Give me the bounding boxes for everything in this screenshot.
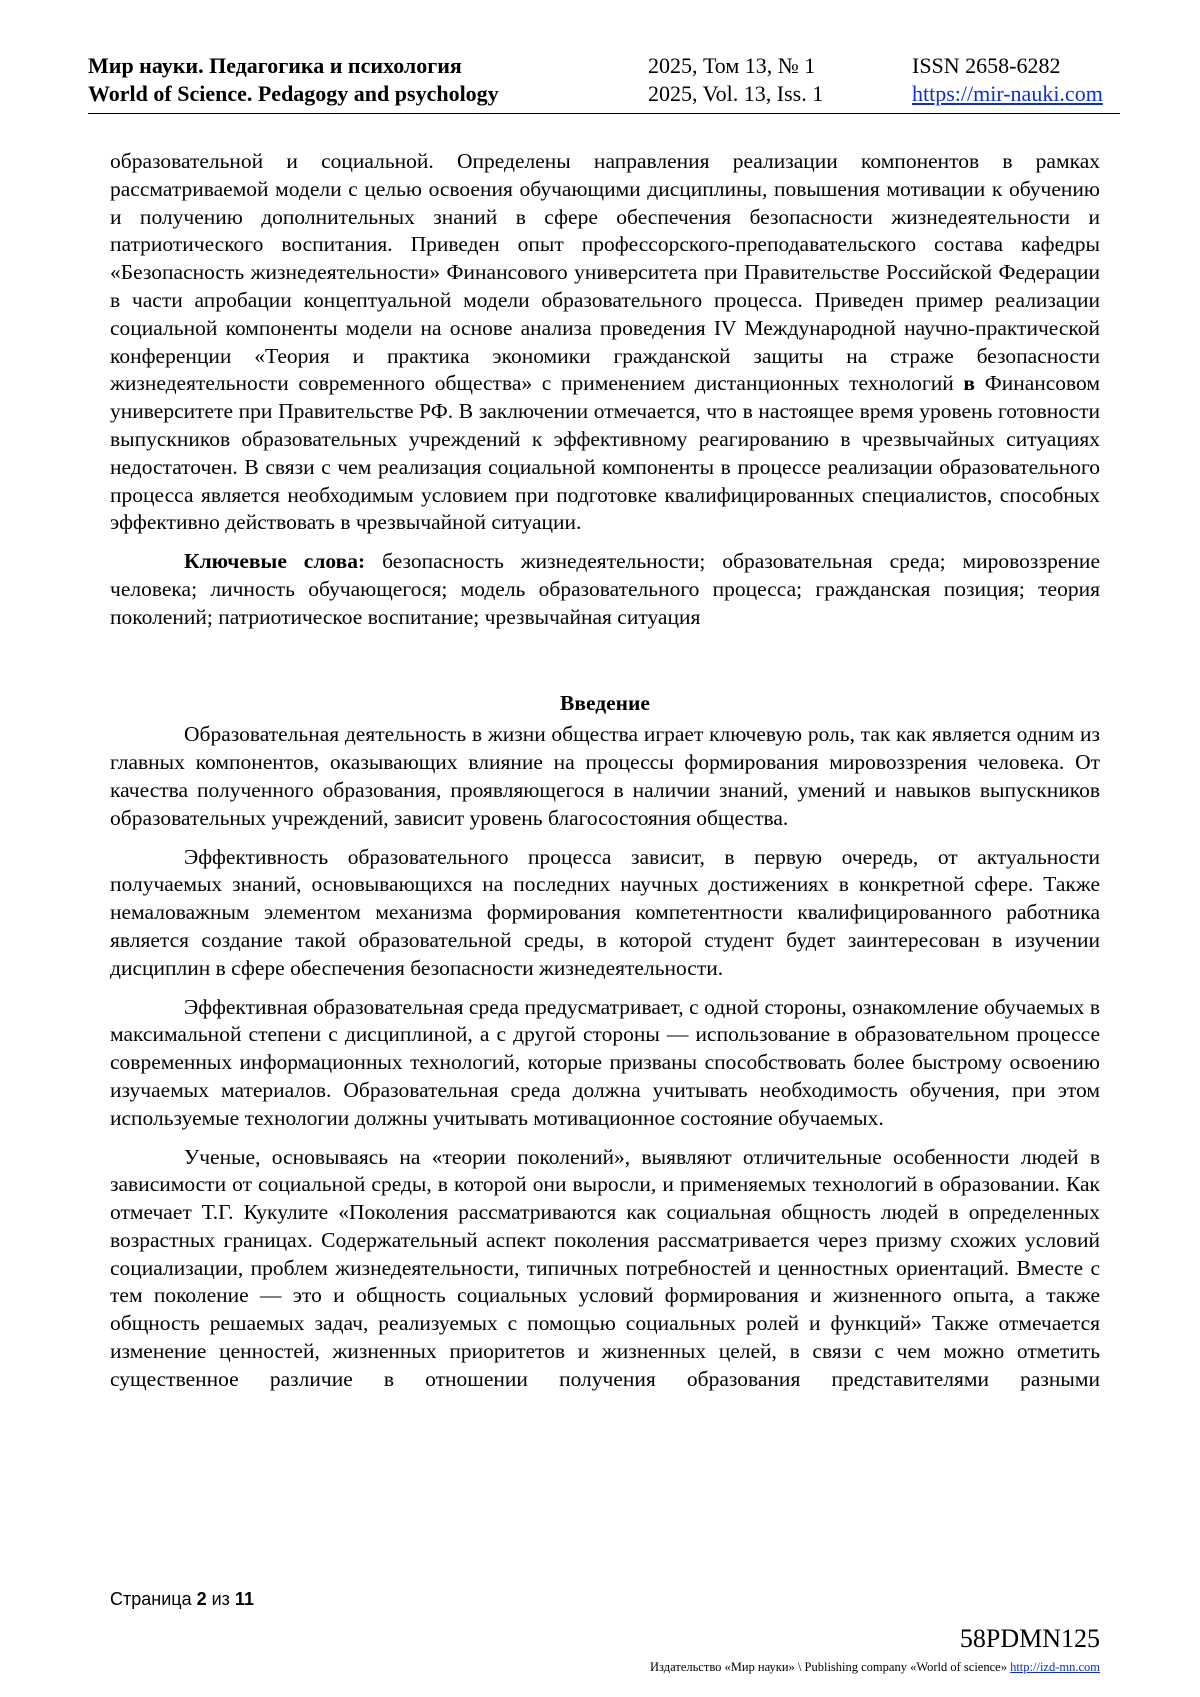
abstract-text-part2: Финансовом университете при Правительстве РФ. В заключении отмечается, что в настоящее время уровень готовности выпускников образовательных учреждений к эффективному реагированию в чрезвычайных ситуациях недостаточен. В связи с чем реализация социальной компоненты в процессе реализации образовательного процесса является необходимым условием при подготовке квалифицированных специалистов, способных эффективно действовать в чрезвычайной ситуации.	[110, 371, 1100, 535]
issn-block	[912, 52, 1103, 108]
page-number	[110, 1589, 254, 1610]
abstract-paragraph	[110, 148, 1100, 537]
introduction-heading: Введение	[560, 690, 650, 715]
journal-url-link[interactable]: https://mir-nauki.com	[912, 81, 1103, 106]
journal-title-ru: Мир науки. Педагогика и психология	[88, 53, 462, 78]
intro-paragraph-2: Эффективность образовательного процесса зависит, в первую очередь, от актуальности получаемых знаний, основывающихся на последних научных достижениях в конкретной сфере. Также немаловажным элементом механизма формирования компетентности квалифицированного работника является создание такой образовательной среды, в которой студент будет заинтересован в изучении дисциплин в сфере обеспечения безопасности жизнедеятельности.	[110, 844, 1100, 980]
publisher-link[interactable]: http://izd-mn.com	[1010, 1660, 1100, 1674]
intro-paragraph-4: Ученые, основываясь на «теории поколений», выявляют отличительные особенности людей в зависимости от социальной среды, в которой они выросли, и применяемых технологий в образовании. Как отмечает Т.Г. Кукулите «Поколения рассматриваются как социальная общность людей в определенных возрастных границах. Содержательный аспект поколения рассматривается через призму схожих условий социализации, проблем жизнедеятельности, типичных потребностей и ценностных ориентаций. Вместе с тем поколение — это и общность социальных условий формирования и жизненного опыта, а также общность решаемых задач, реализуемых с помощью социальных ролей и функций» Также отмечается изменение ценностей, жизненных приоритетов и жизненных целей, в связи с чем можно отметить существенное различие в отношении получения образования представителями разными	[110, 1144, 1100, 1391]
intro-paragraph-3: Эффективная образовательная среда предусматривает, с одной стороны, ознакомление обучаемых в максимальной степени с дисциплиной, а с другой стороны — использование в образовательном процессе современных информационных технологий, которые призваны способствовать более быстрому освоению изучаемых материалов. Образовательная среда должна учитывать необходимость обучения, при этом используемые технологии должны учитывать мотивационное состояние обучаемых.	[110, 994, 1100, 1130]
journal-title-block	[88, 52, 499, 108]
article-code: 58PDMN125	[959, 1624, 1100, 1653]
publisher-text: Издательство «Мир науки» \ Publishing company «World of science»	[650, 1660, 1011, 1674]
page-middle: из	[206, 1589, 235, 1609]
keywords-paragraph	[110, 548, 1100, 631]
abstract-bold-word: в	[963, 371, 976, 396]
issn: ISSN 2658-6282	[912, 53, 1061, 78]
intro-paragraph-1: Образовательная деятельность в жизни общества играет ключевую роль, так как является одним из главных компонентов, оказывающих влияние на процессы формирования мировоззрения человека. От качества полученного образования, проявляющегося в наличии знаний, умений и навыков выпускников образовательных учреждений, зависит уровень благосостояния общества.	[110, 722, 1100, 830]
keywords-text: безопасность жизнедеятельности; образовательная среда; мировоззрение человека; личность обучающегося; модель образовательного процесса; гражданская позиция; теория поколений; патриотическое воспитание; чрезвычайная ситуация	[110, 549, 1100, 629]
page-total: 11	[234, 1589, 254, 1609]
page-current: 2	[196, 1589, 207, 1609]
keywords-label: Ключевые слова:	[184, 549, 366, 574]
publisher-line	[650, 1660, 1100, 1675]
article-body	[110, 148, 1100, 1394]
header-divider	[88, 113, 1120, 114]
volume-block	[648, 52, 823, 108]
page-header	[88, 52, 1120, 112]
page-prefix: Страница	[110, 1589, 197, 1609]
volume-ru: 2025, Том 13, № 1	[648, 53, 816, 78]
journal-title-en: World of Science. Pedagogy and psychology	[88, 81, 499, 106]
abstract-text-part1: образовательной и социальной. Определены направления реализации компонентов в рамках рассматриваемой модели с целью освоения обучающими дисциплины, повышения мотивации к обучению и получению дополнительных знаний в сфере обеспечения безопасности жизнедеятельности и патриотического воспитания. Приведен опыт профессорского-преподавательского состава кафедры «Безопасность жизнедеятельности» Финансового университета при Правительстве Российской Федерации в части апробации концептуальной модели образовательного процесса. Приведен пример реализации социальной компоненты модели на основе анализа проведения IV Международной научно-практической конференции «Теория и практика экономики гражданской защиты на страже безопасности жизнедеятельности современного общества» с применением дистанционных технологий	[110, 149, 1100, 396]
volume-en: 2025, Vol. 13, Iss. 1	[648, 81, 824, 106]
